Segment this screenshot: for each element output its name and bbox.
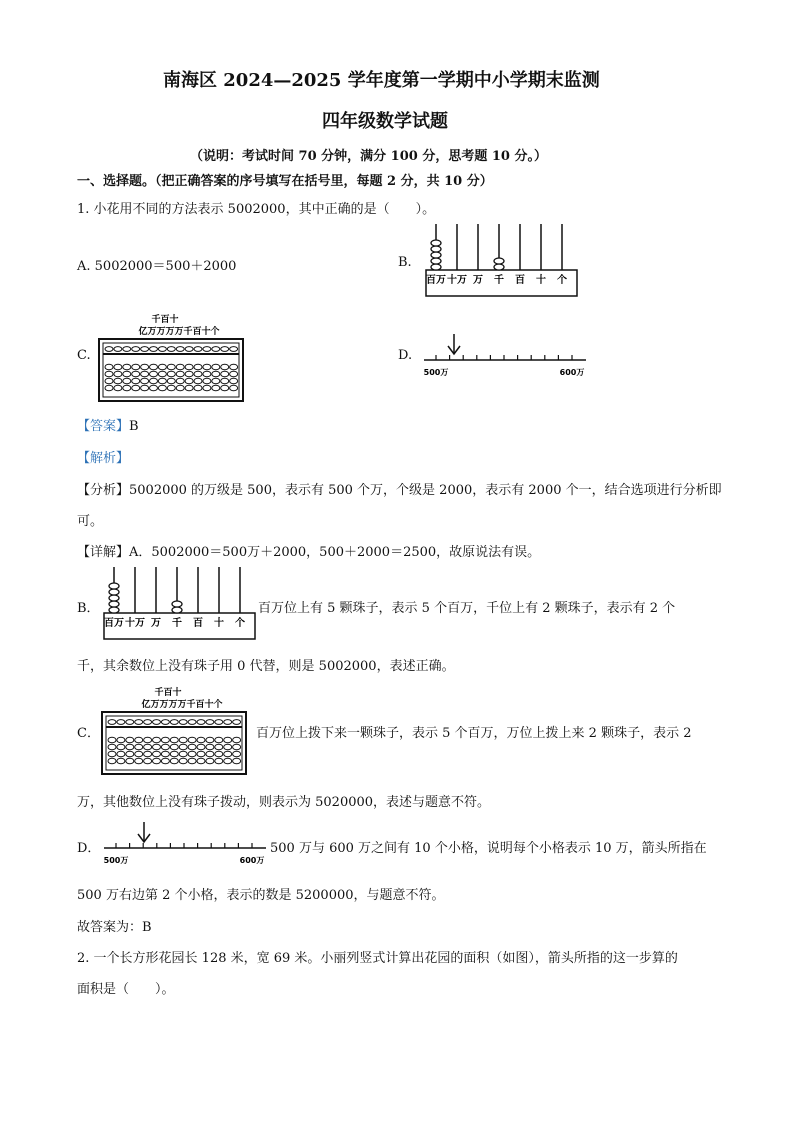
question-1-stem: 1. 小花用不同的方法表示 5002000，其中正确的是（ ）。 (77, 202, 436, 217)
svg-text:千: 千 (172, 618, 182, 629)
abacus-label-baiwan: 百万 (426, 275, 446, 286)
detail-d-text-2: 500 万右边第 2 个小格，表示的数是 5200000，与题意不符。 (77, 888, 445, 903)
detail-b-text-2: 千，其余数位上没有珠子用 0 代替，则是 5002000，表述正确。 (77, 659, 455, 674)
section-heading: 一、选择题。（把正确答案的序号填写在括号里，每题 2 分，共 10 分） (77, 174, 493, 189)
fenxi-line-1: 【分析】5002000 的万级是 500，表示有 500 个万，个级是 2000，表示有 2000 个一，结合选项进行分析即 (77, 483, 722, 498)
answer-row (77, 415, 139, 434)
detail-c-suanpan (100, 686, 250, 776)
detail-c-text-1: 百万位上拨下来一颗珠子，表示 5 个百万，万位上拨上来 2 颗珠子，表示 2 (256, 726, 692, 741)
answer-label: 【答案】 (77, 419, 130, 434)
svg-text:千百十: 千百十 (154, 688, 182, 698)
detail-c-text-2: 万，其他数位上没有珠子拨动，则表示为 5020000，表述与题意不符。 (77, 795, 491, 810)
abacus-label-qian: 千 (494, 275, 504, 286)
exam-note: （说明：考试时间 70 分钟，满分 100 分，思考题 10 分。） (190, 149, 547, 164)
abacus-label-shiwan: 十万 (447, 275, 467, 286)
suanpan-units-label: 亿万万万万千百十个 (138, 327, 220, 337)
option-a: A. 5002000＝500＋2000 (77, 259, 237, 274)
detail-d-text-1: 500 万与 600 万之间有 10 个小格，说明每个小格表示 10 万，箭头所指在 (270, 841, 707, 856)
option-b-abacus (425, 222, 579, 298)
svg-text:百万: 百万 (104, 618, 124, 629)
numberline-end-label: 600万 (559, 368, 585, 377)
abacus-label-wan: 万 (473, 275, 483, 286)
suanpan-top-label: 千百十 (151, 315, 179, 325)
fenxi-line-2: 可。 (77, 514, 104, 529)
exam-subtitle: 四年级数学试题 (322, 111, 448, 132)
final-answer: 故答案为：B (77, 920, 152, 935)
detail-b-label: B． (77, 601, 100, 616)
option-c-label: C. (77, 348, 91, 363)
detail-d-label: D． (77, 841, 101, 856)
svg-text:万: 万 (151, 618, 161, 629)
abacus-label-ge: 个 (557, 275, 567, 286)
abacus-label-bai: 百 (515, 275, 525, 286)
numberline-start-label: 500万 (423, 368, 449, 377)
question-2-line-1: 2. 一个长方形花园长 128 米，宽 69 米。小丽列竖式计算出花园的面积（如图），箭头所指的这一步算的 (77, 951, 678, 966)
analysis-label: 【解析】 (77, 451, 130, 466)
svg-text:十万: 十万 (125, 618, 145, 629)
detail-d-numberline (100, 818, 270, 866)
option-d-label: D. (398, 348, 413, 363)
detail-a: 【详解】A．5002000＝500万＋2000，500＋2000＝2500，故原说法有误。 (77, 545, 541, 560)
svg-text:亿万万万万千百十个: 亿万万万万千百十个 (141, 700, 223, 710)
svg-text:百: 百 (193, 618, 203, 629)
abacus-label-shi: 十 (536, 275, 546, 286)
detail-b-abacus (103, 565, 257, 641)
detail-b-text-1: 百万位上有 5 颗珠子，表示 5 个百万，千位上有 2 颗珠子，表示有 2 个 (258, 601, 676, 616)
option-d-numberline (420, 330, 592, 378)
svg-text:500万: 500万 (103, 856, 129, 865)
option-b-label: B. (398, 255, 412, 270)
svg-text:十: 十 (214, 618, 224, 629)
question-2-line-2: 面积是（ ）。 (77, 982, 175, 997)
detail-c-label: C． (77, 726, 100, 741)
svg-text:个: 个 (235, 618, 245, 629)
exam-title: 南海区 2024—2025 学年度第一学期中小学期末监测 (163, 70, 600, 91)
svg-text:600万: 600万 (239, 856, 265, 865)
option-c-suanpan (97, 313, 247, 403)
answer-value: B (129, 419, 139, 434)
